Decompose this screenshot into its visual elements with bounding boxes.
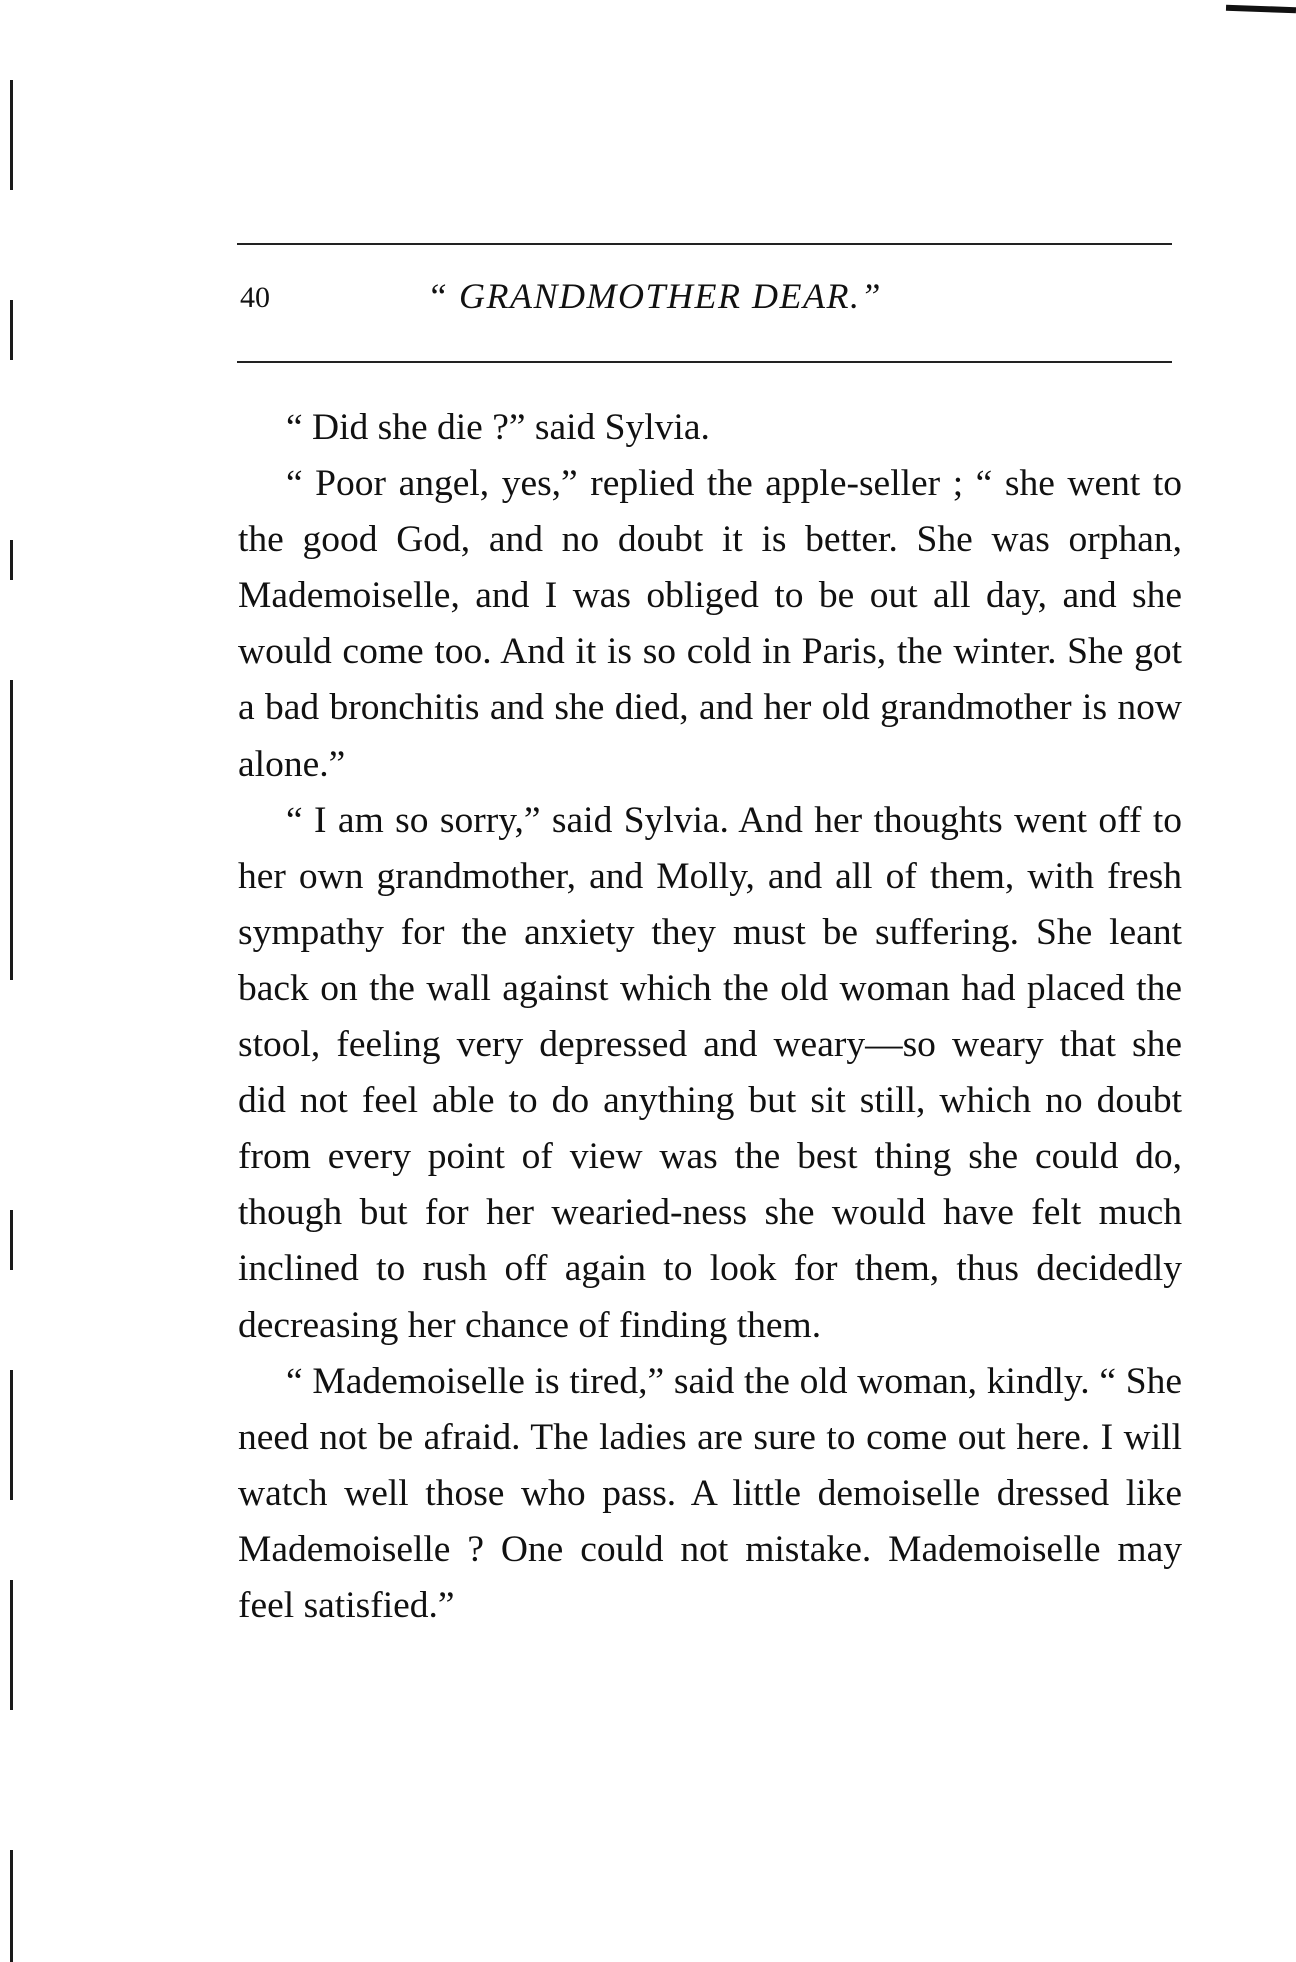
scan-corner-mark — [1226, 5, 1296, 13]
scan-gutter-mark — [10, 540, 13, 580]
scan-gutter-mark — [10, 1210, 13, 1270]
scan-gutter-mark — [10, 80, 13, 190]
scan-gutter-mark — [10, 1580, 13, 1710]
scan-gutter-mark — [10, 1850, 13, 1962]
paragraph: “ Mademoiselle is tired,” said the old woman, kindly. “ She need not be afraid. The ladies are sure to come out here. I will watch well those who pass. A little demoiselle dressed like Mademoiselle ? One could not mistake. Mademoiselle may feel satisfied.” — [238, 1360, 1182, 1626]
header-rule-top — [237, 243, 1172, 245]
paragraph: “ Poor angel, yes,” replied the apple-seller ; “ she went to the good God, and no doubt it is better. She was orphan, Mademoiselle, and I was obliged to be out all day, and she would come too. And it is so cold in Paris, the winter. She got a bad bronchitis and she died, and her old grandmother is now alone.” — [238, 463, 1182, 785]
page-number: 40 — [240, 281, 270, 314]
paragraph: “ I am so sorry,” said Sylvia. And her thoughts went off to her own grandmother, and Molly, and all of them, with fresh sympathy for the anxiety they must be suffering. She leant back on the wall against which the old woman had placed the stool, feeling very depressed and weary—so weary that she did not feel able to do anything but sit still, which no doubt from every point of view was the best thing she could do, though but for her wearied-ness she would have felt much inclined to rush off again to look for them, thus decidedly decreasing her chance of finding them. — [238, 799, 1182, 1346]
scan-gutter-mark — [10, 1370, 13, 1500]
body-text — [238, 400, 1182, 1634]
scan-gutter-mark — [10, 300, 13, 360]
scan-gutter-mark — [10, 680, 13, 980]
paragraph: “ Did she die ?” said Sylvia. — [286, 407, 710, 448]
header-rule-bottom — [237, 361, 1172, 363]
running-title: “ GRANDMOTHER DEAR.” — [427, 276, 882, 316]
